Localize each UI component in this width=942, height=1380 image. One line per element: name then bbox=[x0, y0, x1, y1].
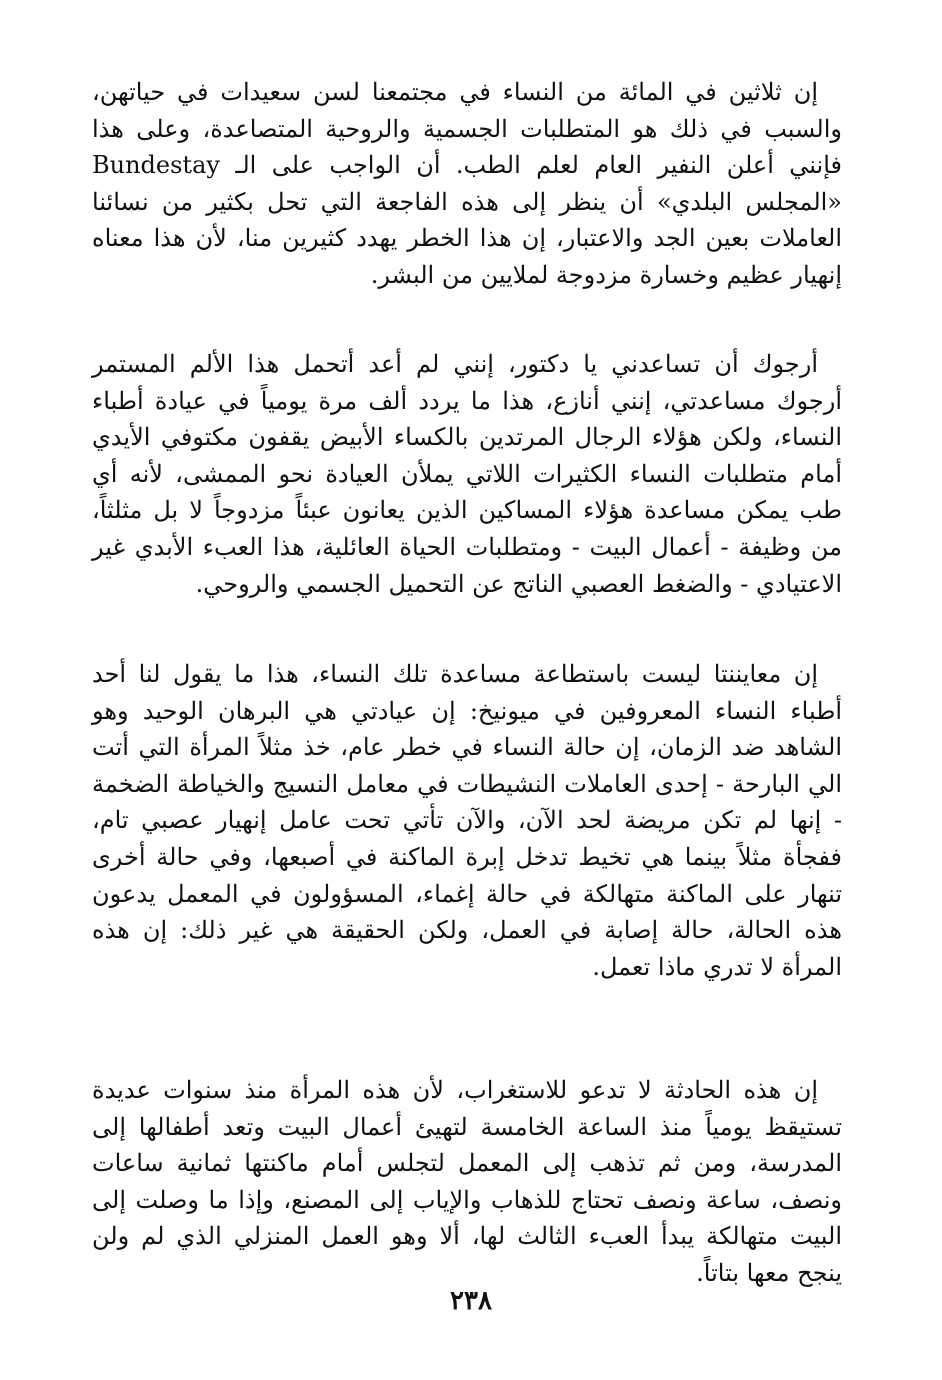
paragraph-3-text: إن معايننتا ليست باستطاعة مساعدة تلك النساء، هذا ما يقول لنا أحد أطباء النساء المعروفين في ميونيخ: إن عيادتي هي البرهان الوحيد وهو الشاهد ضد الزمان، إن حالة النساء في خطر عام، خذ مثلاً المرأة التي أتت الي البارحة - إحدى العاملات النشيطات في معامل النسيج والخياطة الضخمة - إنها لم تكن مريضة لحد الآن، والآن تأتي تحت عامل إنهيار عصبي تام، ففجأة مثلاً بينما هي تخيط تدخل إبرة الماكنة في أصبعها، وفي حالة أخرى تنهار على الماكنة متهالكة في حالة إغماء، المسؤولون في المعمل يدعون هذه الحالة، حالة إصابة في العمل، ولكن الحقيقة هي غير ذلك: إن هذه المرأة لا تدري ماذا تعمل. bbox=[92, 660, 842, 981]
paragraph-2-text: أرجوك أن تساعدني يا دكتور، إنني لم أعد أتحمل هذا الألم المستمر أرجوك مساعدتي، إنني أنازع، هذا ما يردد ألف مرة يومياً في عيادة أطباء النساء، ولكن هؤلاء الرجال المرتدين بالكساء الأبيض يقفون مكتوفي الأيدي أمام متطلبات النساء الكثيرات اللاتي يملأن العيادة نحو الممشى، لأنه أي طب يمكن مساعدة هؤلاء المساكين الذين يعانون عبئاً مزدوجاً لا بل مثلثاً، من وظيفة - أعمال البيت - ومتطلبات الحياة العائلية، هذا العبء الأبدي غير الاعتيادي - والضغط العصبي الناتج عن التحميل الجسمي والروحي. bbox=[92, 350, 842, 598]
book-page bbox=[92, 68, 842, 1318]
paragraph-3 bbox=[92, 656, 842, 985]
paragraph-1-text: إن ثلاثين في المائة من النساء في مجتمعنا لسن سعيدات في حياتهن، والسبب في ذلك هو المتطلبات الجسمية والروحية المتصاعدة، وعلى هذا فإنني أعلن النفير العام لعلم الطب. أن الواجب على الـ Bundestay «المجلس البلدي» أن ينظر إلى هذه الفاجعة التي تحل بكثير من نسائنا العاملات بعين الجد والاعتبار، إن هذا الخطر يهدد كثيرين منا، لأن هذا معناه إنهيار عظيم وخسارة مزدوجة لملايين من البشر. bbox=[92, 78, 842, 289]
paragraph-4 bbox=[92, 1072, 842, 1292]
paragraph-2 bbox=[92, 346, 842, 602]
paragraph-1 bbox=[92, 74, 842, 294]
page-number: ٢٣٨ bbox=[450, 1286, 492, 1316]
paragraph-4-text: إن هذه الحادثة لا تدعو للاستغراب، لأن هذه المرأة منذ سنوات عديدة تستيقظ يومياً منذ الساعة الخامسة لتهيئ أعمال البيت وتعد أطفالها إلى المدرسة، ومن ثم تذهب إلى المعمل لتجلس أمام ماكنتها ثمانية ساعات ونصف، ساعة ونصف تحتاج للذهاب والإياب إلى المصنع، وإذا ما وصلت إلى البيت متهالكة يبدأ العبء الثالث لها، ألا وهو العمل المنزلي الذي لم ولن ينجح معها بتاتاً. bbox=[92, 1076, 843, 1287]
